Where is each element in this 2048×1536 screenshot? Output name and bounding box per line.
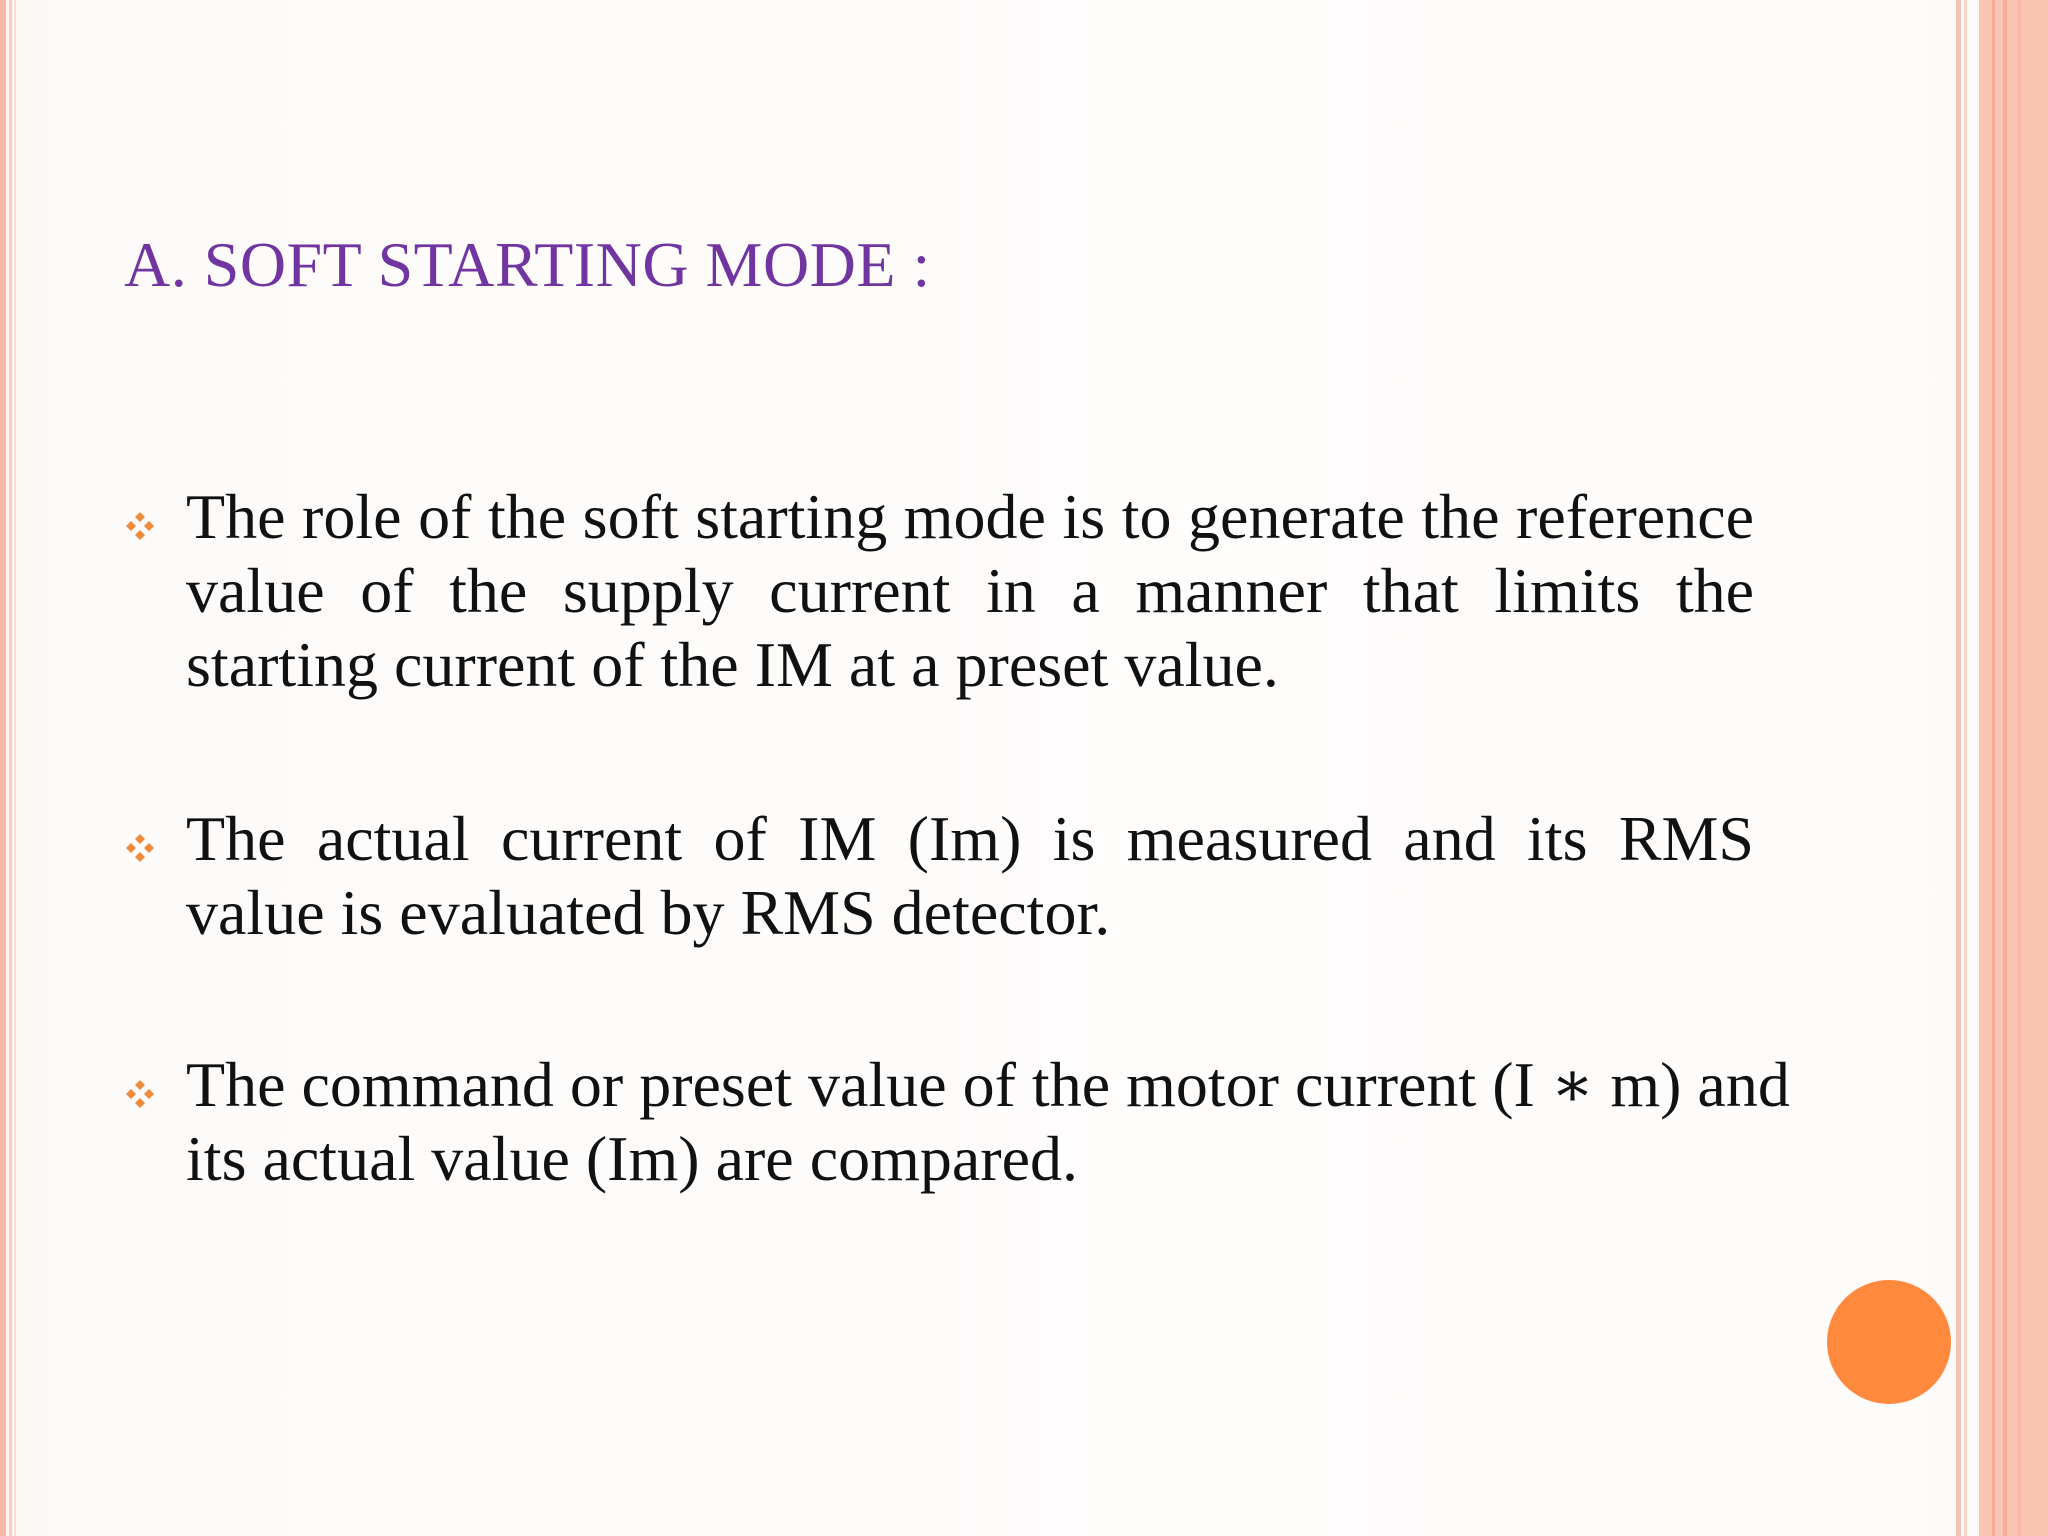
- left-border-stripe: [14, 0, 16, 1536]
- four-diamond-bullet-icon: [122, 830, 158, 866]
- right-border-stripe: [1956, 0, 1961, 1536]
- right-border-line: [2018, 0, 2021, 1536]
- bullet-text: The role of the soft starting mode is to generate the reference value of the supply current in a manner that limits the starting current of the IM at a preset value.: [186, 481, 1754, 700]
- right-border-line: [2003, 0, 2007, 1536]
- right-border-stripe: [1964, 0, 1967, 1536]
- orange-circle-icon: [1827, 1280, 1951, 1404]
- bullet-text: The command or preset value of the motor current (I ∗ m) and its actual value (Im) are compared.: [186, 1049, 1790, 1194]
- bullet-item: [122, 1048, 1796, 1196]
- four-diamond-bullet-icon: [122, 508, 158, 544]
- bullet-list: [122, 480, 1790, 1196]
- right-border-line: [1992, 0, 1995, 1536]
- left-border-stripe: [9, 0, 12, 1536]
- bullet-text: The actual current of IM (Im) is measured and its RMS value is evaluated by RMS detector.: [186, 803, 1754, 948]
- left-border-stripe: [0, 0, 6, 1536]
- right-border-band: [1979, 0, 2048, 1536]
- four-diamond-bullet-icon: [122, 1076, 158, 1112]
- bullet-item: [122, 802, 1754, 950]
- slide-title: A. SOFT STARTING MODE :: [124, 229, 931, 300]
- bullet-item: [122, 480, 1754, 702]
